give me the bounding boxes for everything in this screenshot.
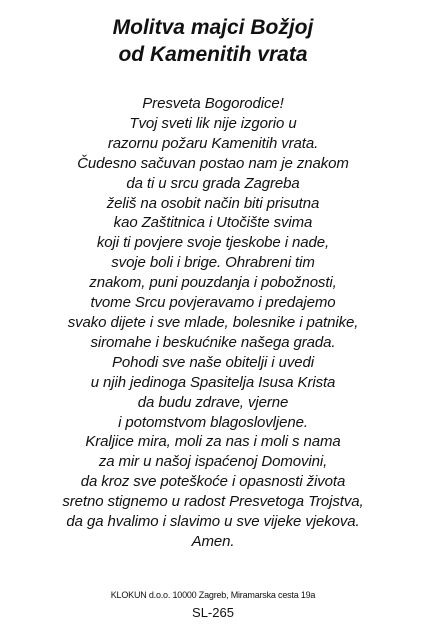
prayer-line: svoje boli i brige. Ohrabreni tim xyxy=(111,254,315,272)
publisher-address: KLOKUN d.o.o. 10000 Zagreb, Miramarska cesta 19a xyxy=(110,590,316,600)
product-code: SL-265 xyxy=(192,605,234,620)
prayer-title xyxy=(0,14,426,68)
prayer-line: siromahe i beskućnike našega grada. xyxy=(90,333,336,351)
prayer-line: sretno stignemo u radost Presvetoga Trojstva, xyxy=(62,493,364,511)
prayer-line: tvome Srcu povjeravamo i predajemo xyxy=(90,294,336,312)
prayer-line: da ti u srcu grada Zagreba xyxy=(126,174,300,192)
title-line-2: od Kamenitih vrata xyxy=(118,43,308,66)
title-line-1: Molitva majci Božjoj xyxy=(112,16,314,39)
prayer-line: u njih jedinoga Spasitelja Isusa Krista xyxy=(90,373,336,391)
prayer-line: znakom, puni pouzdanja i pobožnosti, xyxy=(89,274,337,292)
prayer-line: Pohodi sve naše obitelji i uvedi xyxy=(112,353,314,371)
prayer-line: Kraljice mira, moli za nas i moli s nama xyxy=(85,433,341,451)
prayer-line: Presveta Bogorodice! xyxy=(142,95,284,112)
prayer-line: Amen. xyxy=(191,532,235,550)
prayer-line: da budu zdrave, vjerne xyxy=(137,393,289,411)
prayer-line: da kroz sve poteškoće i opasnosti života xyxy=(80,473,346,491)
prayer-line: da ga hvalimo i slavimo u sve vijeke vjekova. xyxy=(66,513,360,531)
prayer-line: svako dijete i sve mlade, bolesnike i patnike, xyxy=(67,313,359,331)
prayer-line: želiš na osobit način biti prisutna xyxy=(106,194,320,212)
prayer-line: koji ti povjere svoje tjeskobe i nade, xyxy=(96,234,330,252)
prayer-line: razornu požaru Kamenitih vrata. xyxy=(107,134,319,152)
prayer-line: Čudesno sačuvan postao nam je znakom xyxy=(77,154,349,172)
prayer-text xyxy=(0,94,426,552)
prayer-line: kao Zaštitnica i Utočište svima xyxy=(113,214,313,232)
prayer-line: za mir u našoj ispaćenoj Domovini, xyxy=(98,453,328,471)
prayer-line: Tvoj sveti lik nije izgorio u xyxy=(129,114,297,132)
prayer-line: i potomstvom blagoslovljene. xyxy=(118,413,308,431)
